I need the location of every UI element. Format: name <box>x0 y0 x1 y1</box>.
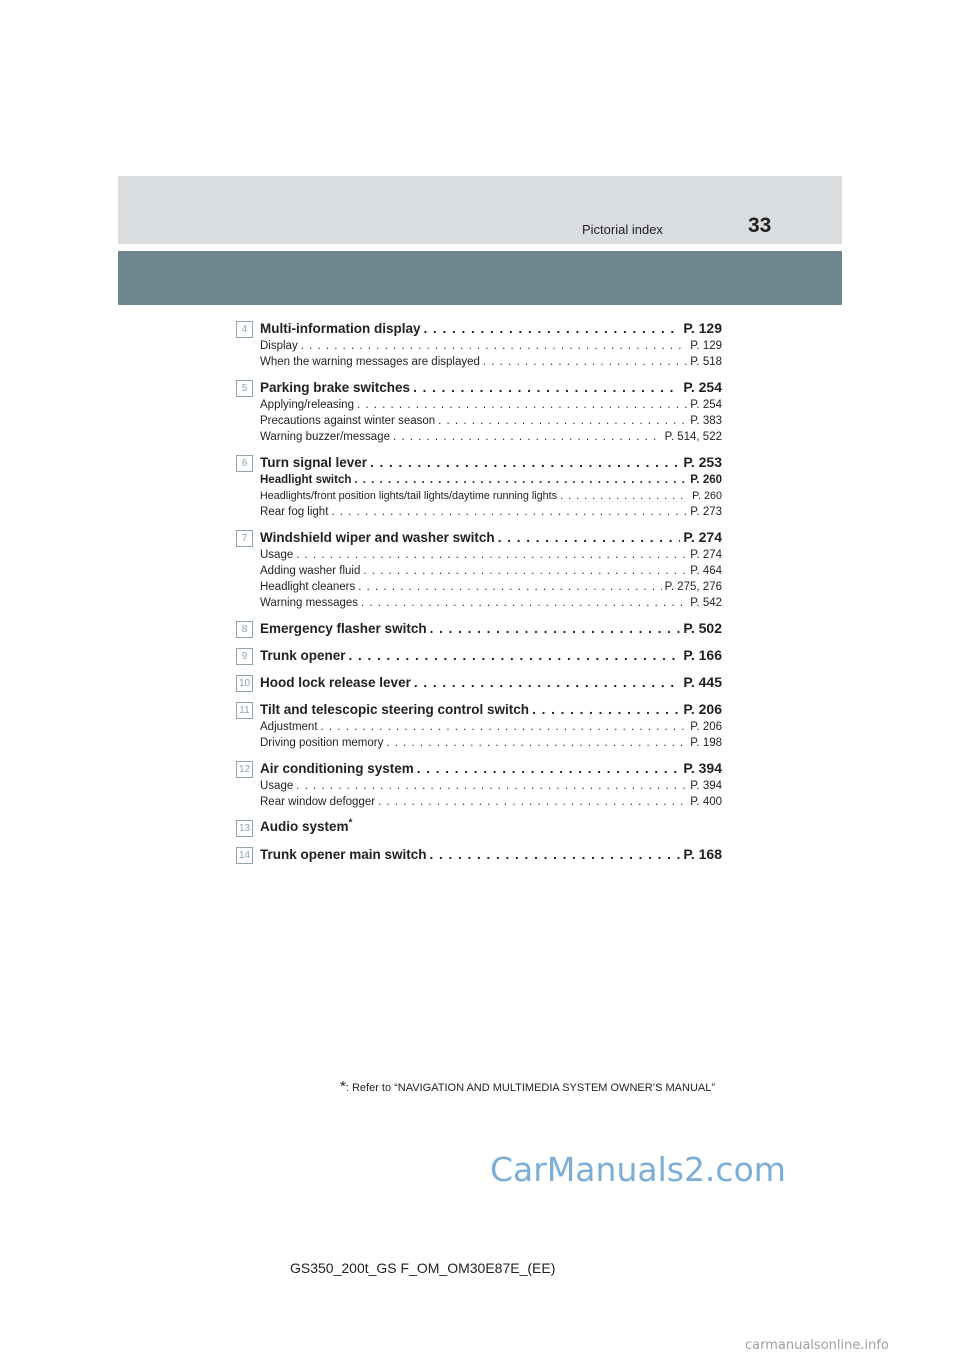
entry-number-badge: 11 <box>236 702 253 719</box>
footnote-text: : Refer to “NAVIGATION AND MULTIMEDIA SYSTEM OWNER’S MANUAL” <box>345 1082 716 1094</box>
document-id: GS350_200t_GS F_OM_OM30E87E_(EE) <box>290 1260 556 1276</box>
entry-title-line[interactable] <box>260 819 722 839</box>
entry-page-ref: P. 206 <box>683 701 722 717</box>
leader-dots <box>430 847 681 862</box>
sub-entry[interactable]: Headlights/front position lights/tail lights/daytime running lights . . . P. 260 <box>260 490 722 506</box>
section-title: Pictorial index <box>582 222 663 237</box>
entry-title: Air conditioning system <box>260 761 414 776</box>
entry-title-line[interactable] <box>260 320 722 340</box>
entry-page-ref: P. 254 <box>683 379 722 395</box>
entry-page-ref: P. 168 <box>683 846 722 862</box>
entry-title-line[interactable] <box>260 674 722 694</box>
entry-title: Turn signal lever <box>260 455 368 470</box>
leader-dots <box>414 675 681 690</box>
sub-entry[interactable]: Applying/releasing . . . P. 254 <box>260 399 722 415</box>
entry-title-line[interactable] <box>260 701 722 721</box>
entry-page-ref: P. 274 <box>683 529 722 545</box>
sub-entry[interactable]: Headlight cleaners . . . P. 275, 276 <box>260 581 722 597</box>
index-entry-10 <box>236 674 722 694</box>
entry-page-ref: P. 394 <box>683 760 722 776</box>
entry-number-badge: 14 <box>236 847 253 864</box>
index-entry-7 <box>236 529 722 613</box>
index-entry-12 <box>236 760 722 812</box>
entry-title-line[interactable] <box>260 529 722 549</box>
entry-title-line[interactable] <box>260 846 722 866</box>
leader-dots <box>349 648 681 663</box>
leader-dots <box>532 702 680 717</box>
entry-title: Parking brake switches <box>260 380 411 395</box>
sub-entry[interactable]: Headlight switch . . . P. 260 <box>260 474 722 490</box>
footnote <box>340 1078 715 1095</box>
leader-dots <box>498 530 681 545</box>
entry-page-ref: P. 502 <box>683 620 722 636</box>
sub-entry[interactable]: Usage . . . P. 394 <box>260 780 722 796</box>
entry-number-badge: 10 <box>236 675 253 692</box>
sub-entry[interactable]: Adjustment . . . P. 206 <box>260 721 722 737</box>
entry-title: Emergency flasher switch <box>260 621 427 636</box>
sub-entry[interactable]: Adding washer fluid . . . P. 464 <box>260 565 722 581</box>
header-band <box>118 251 842 305</box>
index-entry-9 <box>236 647 722 667</box>
entry-title: Trunk opener main switch <box>260 847 427 862</box>
index-entry-13 <box>236 819 722 839</box>
entry-title: Tilt and telescopic steering control switch <box>260 702 530 717</box>
entry-title-line[interactable] <box>260 647 722 667</box>
entry-title: Audio system* <box>260 817 353 834</box>
watermark-logo: CarManuals2.com <box>490 1150 786 1189</box>
sub-entry[interactable]: Warning buzzer/message . . . P. 514, 522 <box>260 431 722 447</box>
header-top-bar <box>118 176 842 244</box>
entry-title-line[interactable] <box>260 379 722 399</box>
index-entry-4 <box>236 320 722 372</box>
sub-entry[interactable]: When the warning messages are displayed . . . P. 518 <box>260 356 722 372</box>
sub-entry[interactable]: Usage . . . P. 274 <box>260 549 722 565</box>
entry-number-badge: 4 <box>236 321 253 338</box>
sub-entry[interactable]: Rear window defogger . . . P. 400 <box>260 796 722 812</box>
sub-entry[interactable]: Rear fog light . . . P. 273 <box>260 506 722 522</box>
entry-page-ref: P. 445 <box>683 674 722 690</box>
entry-title: Windshield wiper and washer switch <box>260 530 495 545</box>
leader-dots <box>424 321 681 336</box>
entry-page-ref: P. 129 <box>683 320 722 336</box>
entry-number-badge: 13 <box>236 820 253 837</box>
entry-title: Trunk opener <box>260 648 346 663</box>
sub-entry[interactable]: Precautions against winter season . . . P. 383 <box>260 415 722 431</box>
site-watermark: carmanualsonline.info <box>745 1338 889 1353</box>
leader-dots <box>430 621 681 636</box>
entry-number-badge: 5 <box>236 380 253 397</box>
index-entry-14 <box>236 846 722 866</box>
sub-entry[interactable]: Driving position memory . . . P. 198 <box>260 737 722 753</box>
index-entry-11 <box>236 701 722 753</box>
entry-title: Multi-information display <box>260 321 421 336</box>
index-entry-8 <box>236 620 722 640</box>
entry-title-line[interactable] <box>260 760 722 780</box>
index-entry-5 <box>236 379 722 447</box>
leader-dots <box>413 380 680 395</box>
entry-number-badge: 8 <box>236 621 253 638</box>
leader-dots <box>417 761 681 776</box>
sub-entry[interactable]: Display . . . P. 129 <box>260 340 722 356</box>
page-number: 33 <box>748 214 772 237</box>
entry-number-badge: 9 <box>236 648 253 665</box>
entry-title-line[interactable] <box>260 620 722 640</box>
footnote-star: * <box>340 1078 346 1095</box>
entry-number-badge: 6 <box>236 455 253 472</box>
footnote-mark: * <box>348 817 353 829</box>
entry-number-badge: 12 <box>236 761 253 778</box>
index-entries <box>236 320 722 873</box>
entry-title: Hood lock release lever <box>260 675 411 690</box>
sub-entry[interactable]: Warning messages . . . P. 542 <box>260 597 722 613</box>
entry-title-line[interactable] <box>260 454 722 474</box>
entry-number-badge: 7 <box>236 530 253 547</box>
entry-page-ref: P. 253 <box>683 454 722 470</box>
index-entry-6 <box>236 454 722 522</box>
entry-page-ref: P. 166 <box>683 647 722 663</box>
leader-dots <box>370 455 680 470</box>
